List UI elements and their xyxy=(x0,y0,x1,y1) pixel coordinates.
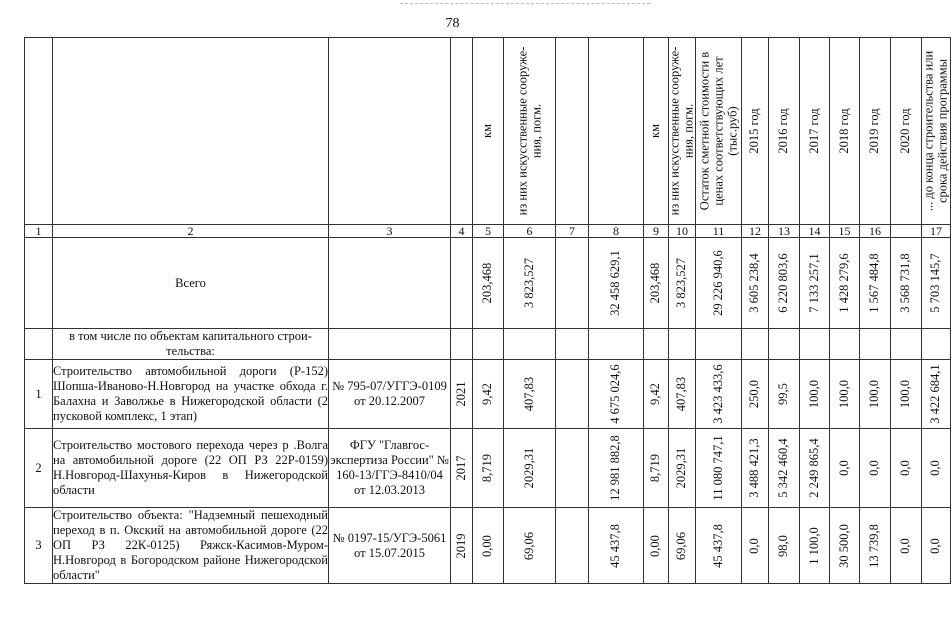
value-2015: 0,0 xyxy=(747,537,762,554)
header-cell-7 xyxy=(556,38,589,225)
length-km: 0,00 xyxy=(480,534,495,557)
header-cell-2019 xyxy=(860,38,891,225)
header-km2: км xyxy=(648,124,663,138)
colnum: 14 xyxy=(800,225,830,238)
colnum: 2 xyxy=(53,225,329,238)
object-name: Строительство автомобильной дороги (Р-152) Шопша-Иваново-Н.Новгород на участке обхода г. Балахна и Заволжье в Нижегородской области (2 пусковой комплекс, 1 этап) xyxy=(53,360,329,429)
header-structures: из них искусственные сооруже- ния, погм. xyxy=(514,46,543,216)
header-cell-8 xyxy=(589,38,644,225)
remaining-cost: 45 437,8 xyxy=(710,523,725,568)
colnum: 7 xyxy=(556,225,589,238)
completion-year: 2017 xyxy=(453,455,468,481)
total-2020: 3 568 731,8 xyxy=(898,253,913,313)
colnum: 5 xyxy=(473,225,504,238)
header-km: км xyxy=(480,124,495,138)
header-cell-2018 xyxy=(830,38,860,225)
header-cell-2015 xyxy=(742,38,769,225)
header-cell-2017 xyxy=(800,38,830,225)
remaining-cost: 11 080 747,1 xyxy=(710,435,725,501)
value-until-end: 0,0 xyxy=(928,537,943,554)
colnum: 16 xyxy=(860,225,891,238)
length-km-2: 0,00 xyxy=(648,534,663,557)
header-2017: 2017 год xyxy=(806,108,821,154)
total-row xyxy=(25,238,951,329)
structures-length-2: 407,83 xyxy=(674,376,689,412)
header-structures2: из них искусственные сооруже- ния, погм. xyxy=(667,46,695,216)
header-cell-num xyxy=(25,38,53,225)
table-row xyxy=(25,429,951,508)
value-2018: 100,0 xyxy=(836,379,851,409)
expertise-doc: ФГУ "Главгос-экспертиза России" № 160-13/ГГЭ-8410/04 от 12.03.2013 xyxy=(329,429,451,508)
total-structures2: 3 823,527 xyxy=(674,258,689,308)
row-number: 1 xyxy=(25,360,53,429)
colnum: 11 xyxy=(696,225,742,238)
structures-length-2: 69,06 xyxy=(674,531,689,560)
value-2019: 13 739,8 xyxy=(867,523,882,568)
colnum: 13 xyxy=(769,225,800,238)
header-cell-km2 xyxy=(644,38,669,225)
total-label: Всего xyxy=(53,238,329,329)
value-2020: 0,0 xyxy=(898,537,913,554)
estimated-cost: 12 981 882,8 xyxy=(608,435,623,501)
value-2015: 250,0 xyxy=(747,379,762,409)
header-2016: 2016 год xyxy=(776,108,791,154)
colnum: 4 xyxy=(451,225,473,238)
total-2016: 6 220 803,6 xyxy=(776,253,791,313)
header-cell-name xyxy=(53,38,329,225)
total-2015: 3 605 238,4 xyxy=(747,253,762,313)
expertise-doc: № 795-07/УГГЭ-0109 от 20.12.2007 xyxy=(329,360,451,429)
header-cell-2020 xyxy=(891,38,922,225)
row-number: 3 xyxy=(25,508,53,584)
header-cell-remaining xyxy=(696,38,742,225)
header-cell-year xyxy=(451,38,473,225)
header-row xyxy=(25,38,951,225)
header-2019: 2019 год xyxy=(867,108,882,154)
value-2017: 1 100,0 xyxy=(806,526,821,565)
colnum: 1 xyxy=(25,225,53,238)
value-2020: 0,0 xyxy=(898,460,913,476)
value-2018: 0,0 xyxy=(836,460,851,476)
colnum: 3 xyxy=(329,225,451,238)
value-2018: 30 500,0 xyxy=(836,523,851,568)
value-2020: 100,0 xyxy=(898,379,913,409)
total-remaining: 29 226 940,6 xyxy=(710,250,725,316)
value-until-end: 3 422 684,1 xyxy=(928,364,943,424)
total-2018: 1 428 279,6 xyxy=(836,253,851,313)
colnum xyxy=(891,225,922,238)
structures-length: 69,06 xyxy=(521,531,536,560)
header-cell-2016 xyxy=(769,38,800,225)
colnum: 8 xyxy=(589,225,644,238)
colnum: 15 xyxy=(830,225,860,238)
value-2019: 100,0 xyxy=(867,379,882,409)
total-km2: 203,468 xyxy=(648,262,663,304)
header-cell-until-end xyxy=(922,38,951,225)
column-numbers-row xyxy=(25,225,951,238)
colnum: 10 xyxy=(669,225,696,238)
header-cell-doc xyxy=(329,38,451,225)
structures-length: 2029,31 xyxy=(521,447,536,489)
header-2018: 2018 год xyxy=(836,108,851,154)
object-name: Строительство объекта: "Надземный пешеходный переход в п. Окский на автомобильной дороге (22 ОП РЗ 22К-0125) Ряжск-Касимов-Муром-Н.Новгород в Богородском районе Нижегородской области" xyxy=(53,508,328,582)
header-cell-structures xyxy=(504,38,556,225)
subheader-text: в том числе по объектам капитального строи-тельства: xyxy=(53,329,329,360)
length-km: 8,719 xyxy=(480,453,495,483)
colnum: 9 xyxy=(644,225,669,238)
value-2016: 99,5 xyxy=(776,383,791,405)
total-2017: 7 133 257,1 xyxy=(806,253,821,313)
estimated-cost: 45 437,8 xyxy=(608,523,623,568)
program-table xyxy=(24,37,951,584)
completion-year: 2021 xyxy=(453,381,468,407)
header-remaining: Остаток сметной стоимости в ценах соответствующих лет (тыс.руб) xyxy=(696,51,739,211)
expertise-doc: № 0197-15/УГЭ-5061 от 15.07.2015 xyxy=(329,508,451,584)
colnum: 17 xyxy=(922,225,951,238)
header-cell-structures2 xyxy=(669,38,696,225)
value-until-end: 0,0 xyxy=(928,460,943,476)
colnum: 12 xyxy=(742,225,769,238)
value-2017: 2 249 865,4 xyxy=(806,438,821,498)
length-km: 9,42 xyxy=(480,383,495,405)
header-2015: 2015 год xyxy=(747,108,762,154)
table-row xyxy=(25,360,951,429)
row-number: 2 xyxy=(25,429,53,508)
top-dashed-rule xyxy=(400,3,650,4)
header-cell-km xyxy=(473,38,504,225)
completion-year: 2019 xyxy=(453,533,468,558)
remaining-cost: 3 423 433,6 xyxy=(710,364,725,424)
page-number: 78 xyxy=(445,16,460,31)
value-2017: 100,0 xyxy=(806,379,821,409)
structures-length-2: 2029,31 xyxy=(674,447,689,489)
value-2019: 0,0 xyxy=(867,460,882,476)
value-2016: 98,0 xyxy=(776,534,791,557)
total-2019: 1 567 484,8 xyxy=(867,253,882,313)
structures-length: 407,83 xyxy=(521,376,536,412)
value-2016: 5 342 460,4 xyxy=(776,438,791,498)
total-km: 203,468 xyxy=(480,262,495,304)
estimated-cost: 4 675 024,6 xyxy=(608,364,623,424)
object-name: Строительство мостового перехода через р .Волга на автомобильной дороге (22 ОП РЗ 22Р-0159) Н.Новгород-Шахунья-Киров в Нижегородской области xyxy=(53,429,329,508)
table-row xyxy=(25,508,951,584)
header-2020: 2020 год xyxy=(898,108,913,154)
header-until-end: ... до конца строительства или срока действия программы xyxy=(921,50,949,212)
colnum: 6 xyxy=(504,225,556,238)
total-col8: 32 458 629,1 xyxy=(608,250,623,316)
total-structures: 3 823,527 xyxy=(521,258,536,308)
subheader-row xyxy=(25,329,951,360)
length-km-2: 9,42 xyxy=(648,383,663,405)
total-until-end: 5 703 145,7 xyxy=(928,253,943,313)
length-km-2: 8,719 xyxy=(648,453,663,483)
value-2015: 3 488 421,3 xyxy=(747,438,762,498)
